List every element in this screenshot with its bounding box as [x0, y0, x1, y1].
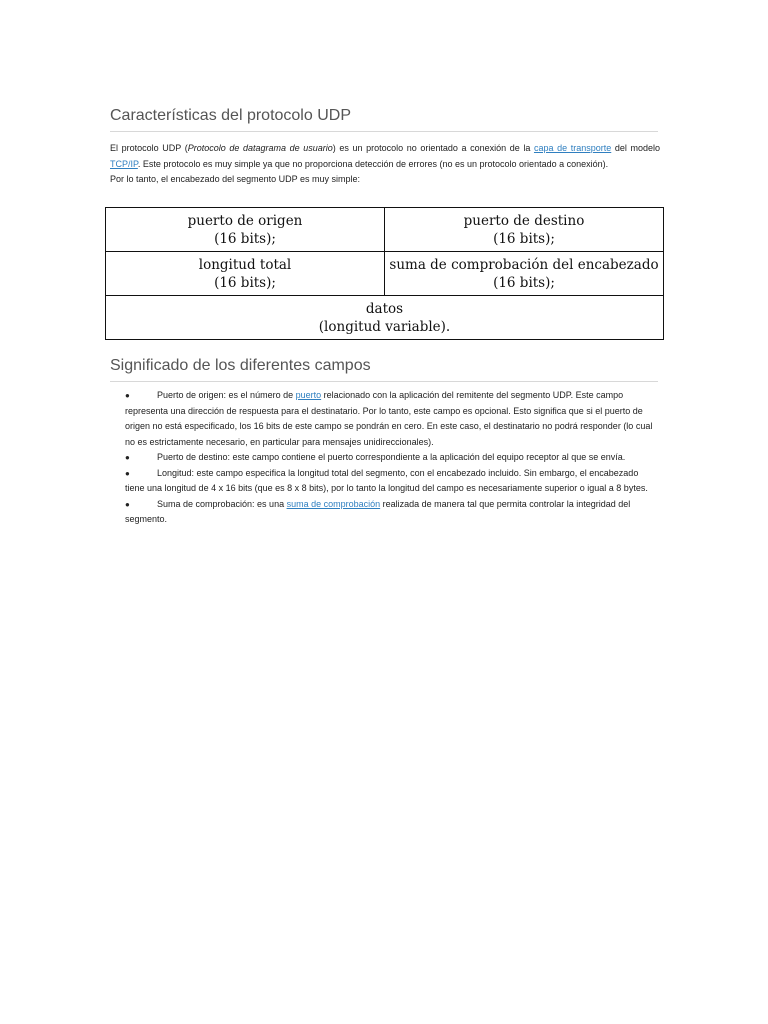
list-item: [125, 466, 660, 497]
cell-size: (16 bits);: [493, 231, 555, 247]
table-row: [106, 208, 664, 252]
table-row: [106, 252, 664, 296]
intro-text-c: del modelo: [611, 143, 660, 153]
item-text-a: Puerto de origen: es el número de: [157, 390, 296, 400]
bullet-icon: ●: [125, 391, 130, 400]
intro-text: [110, 141, 660, 188]
item-text: Puerto de destino: este campo contiene el puerto correspondiente a la aplicación del equipo receptor al que se envía.: [157, 452, 626, 462]
bullet-icon: ●: [125, 499, 130, 509]
table-row: [106, 296, 664, 340]
cell-checksum: [385, 252, 664, 296]
cell-size: (longitud variable).: [318, 319, 451, 335]
cell-label: puerto de origen: [187, 213, 303, 229]
section-title-fields: Significado de los diferentes campos: [110, 357, 658, 382]
udp-header-table: [105, 207, 664, 340]
cell-label: puerto de destino: [463, 213, 585, 229]
section-title-udp: Características del protocolo UDP: [110, 107, 658, 132]
list-item: [125, 497, 660, 528]
item-text: Longitud: este campo especifica la longitud total del segmento, con el encabezado incluido. Sin embargo, el encabezado tiene una longitud de 4 x 16 bits (que es 8 x 8 bits), por lo tanto la longitud del campo es necesariamente superior o igual a 8 bytes.: [125, 467, 648, 493]
intro-paragraph: [110, 141, 660, 172]
cell-length: [106, 252, 385, 296]
link-suma-comprobacion[interactable]: suma de comprobación: [286, 498, 381, 509]
link-capa-transporte[interactable]: capa de transporte: [533, 143, 612, 153]
intro-text-d: . Este protocolo es muy simple ya que no proporciona detección de errores (no es un protocolo orientado a conexión).: [137, 158, 609, 169]
item-text-b: realizada de manera tal que permita controlar la integridad del segmento.: [125, 498, 631, 524]
cell-data: [106, 296, 664, 340]
cell-size: (16 bits);: [214, 231, 276, 247]
cell-source-port: [106, 208, 385, 252]
intro-text-b: ) es un protocolo no orientado a conexión de la: [332, 143, 534, 153]
cell-label: suma de comprobación del encabezado: [389, 257, 659, 273]
bullet-icon: ●: [125, 468, 130, 478]
intro-paragraph-2: Por lo tanto, el encabezado del segmento UDP es muy simple:: [110, 174, 360, 184]
cell-size: (16 bits);: [214, 275, 276, 291]
cell-label: longitud total: [198, 257, 292, 273]
link-puerto[interactable]: puerto: [295, 390, 322, 400]
intro-text-a: El protocolo UDP (: [110, 143, 188, 153]
cell-dest-port: [385, 208, 664, 252]
cell-label: datos: [365, 301, 404, 317]
list-item: [125, 388, 660, 450]
link-tcpip[interactable]: TCP/IP: [110, 158, 138, 169]
fields-list: [125, 388, 660, 528]
list-item: [125, 450, 660, 466]
item-text-a: Suma de comprobación: es una: [157, 498, 287, 509]
intro-italic: Protocolo de datagrama de usuario: [187, 143, 333, 153]
bullet-icon: ●: [125, 453, 130, 462]
cell-size: (16 bits);: [493, 275, 555, 291]
item-text-b: relacionado con la aplicación del remitente del segmento UDP. Este campo representa una dirección de respuesta para el destinatario. Por lo tanto, este campo es opcional. Esto significa que si el puerto de origen no está especificado, los 16 bits de este campo se pondrán en cero. En este caso, el destinatario no podrá responder (lo cual no es estrictamente necesario, en particular para mensajes unidireccionales).: [125, 390, 653, 447]
